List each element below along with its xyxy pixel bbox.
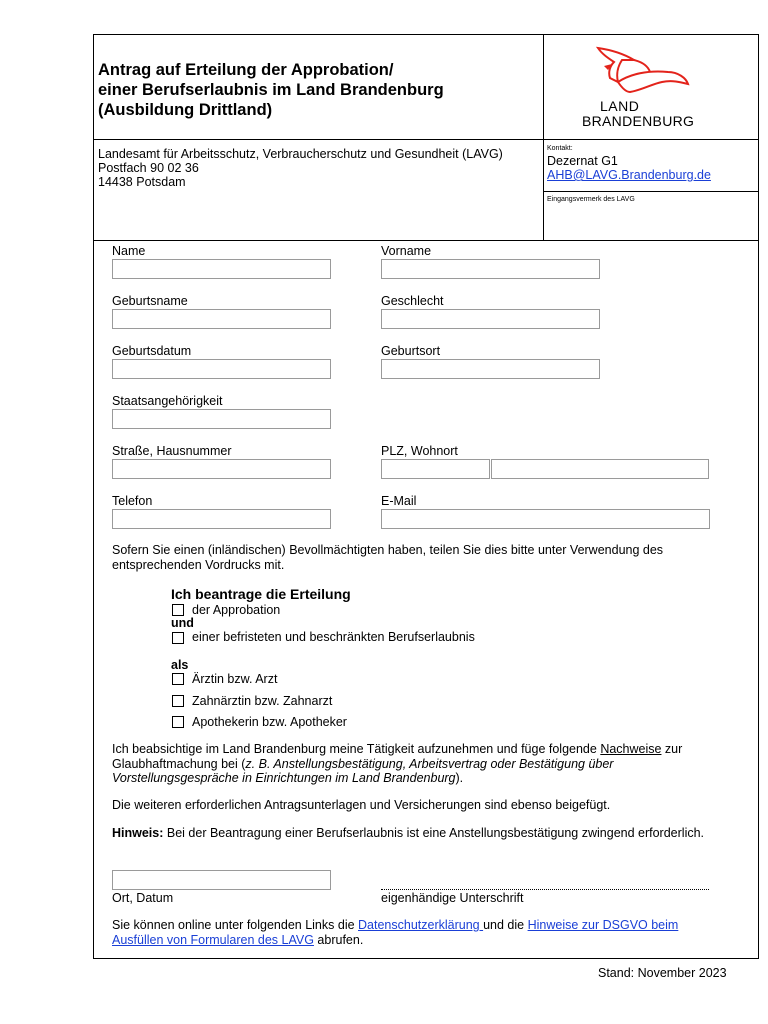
approbation-label: der Approbation xyxy=(192,603,281,617)
approbation-checkbox[interactable] xyxy=(172,604,184,616)
hinweis-text xyxy=(112,826,712,841)
geburtsname-label: Geburtsname xyxy=(112,294,188,308)
contact-department: Dezernat G1 xyxy=(547,154,618,168)
title-line-3: (Ausbildung Drittland) xyxy=(98,101,273,119)
dsgvo-link[interactable]: Hinweise zur DSGVO beim Ausfüllen von Formularen des LAVG xyxy=(112,918,679,947)
header-divider-horizontal xyxy=(93,139,759,140)
staatsangehoerigkeit-label: Staatsangehörigkeit xyxy=(112,394,223,408)
header-bottom-line xyxy=(93,240,759,241)
berufserlaubnis-checkbox[interactable] xyxy=(172,632,184,644)
ort-datum-label: Ort, Datum xyxy=(112,891,174,905)
contact-divider xyxy=(543,191,759,192)
absicht-part-3: ). xyxy=(455,771,464,785)
weitere-text: Die weiteren erforderlichen Antragsunterlagen und Versicherungen sind ebenso beigefügt. xyxy=(112,798,611,812)
land-brandenburg-logo xyxy=(582,44,702,132)
zahnarzt-checkbox[interactable] xyxy=(172,695,184,707)
geburtsname-input[interactable] xyxy=(112,309,331,329)
geschlecht-label: Geschlecht xyxy=(381,294,444,308)
arzt-checkbox[interactable] xyxy=(172,673,184,685)
zahnarzt-label: Zahnärztin bzw. Zahnarzt xyxy=(192,694,333,708)
telefon-input[interactable] xyxy=(112,509,331,529)
geburtsdatum-label: Geburtsdatum xyxy=(112,344,192,358)
contact-email-link[interactable]: AHB@LAVG.Brandenburg.de xyxy=(547,168,711,182)
online-text xyxy=(112,918,712,947)
plz-input[interactable] xyxy=(381,459,490,479)
als-label: als xyxy=(171,658,189,672)
absicht-part-2: zur Glaubhaftmachung bei ( xyxy=(112,742,683,771)
online-part-1: Sie können online unter folgenden Links die xyxy=(112,918,359,932)
stand-date: Stand: November 2023 xyxy=(598,966,727,980)
signature-line xyxy=(381,889,709,890)
telefon-label: Telefon xyxy=(112,494,153,508)
logo-text-brandenburg: BRANDENBURG xyxy=(582,113,695,129)
email-input[interactable] xyxy=(381,509,710,529)
beantrage-heading: Ich beantrage die Erteilung xyxy=(171,586,351,602)
ort-datum-input[interactable] xyxy=(112,870,331,890)
datenschutz-link[interactable]: Datenschutzerklärung xyxy=(358,918,484,932)
address-line-3: 14438 Potsdam xyxy=(98,175,186,189)
unterschrift-label: eigenhändige Unterschrift xyxy=(381,891,524,905)
staatsangehoerigkeit-input[interactable] xyxy=(112,409,331,429)
online-part-2: und die xyxy=(483,918,528,932)
address-line-2: Postfach 90 02 36 xyxy=(98,161,199,175)
hinweis-label: Hinweis: xyxy=(112,826,164,840)
nachweise-text: Nachweise xyxy=(600,742,662,756)
absicht-part-1: Ich beabsichtige im Land Brandenburg meine Tätigkeit aufzunehmen und füge folgende xyxy=(112,742,601,756)
arzt-label: Ärztin bzw. Arzt xyxy=(192,672,278,686)
strasse-label: Straße, Hausnummer xyxy=(112,444,232,458)
bevollmaechtigter-text: Sofern Sie einen (inländischen) Bevollmächtigten haben, teilen Sie dies bitte unter Verwendung des entsprechenden Vordrucks mit. xyxy=(112,543,664,572)
title-line-2: einer Berufserlaubnis im Land Brandenburg xyxy=(98,81,444,99)
address-block xyxy=(98,147,503,189)
absicht-examples: z. B. Anstellungsbestätigung, Arbeitsvertrag oder Bestätigung über Vorstellungsgespräche in Einrichtungen im Land Brandenburg xyxy=(112,756,614,785)
name-label: Name xyxy=(112,244,146,258)
logo-text-land: LAND xyxy=(600,98,640,114)
geburtsort-input[interactable] xyxy=(381,359,600,379)
plz-label: PLZ, Wohnort xyxy=(381,444,458,458)
apotheker-checkbox[interactable] xyxy=(172,716,184,728)
geburtsdatum-input[interactable] xyxy=(112,359,331,379)
header-divider-vertical xyxy=(543,34,544,241)
geburtsort-label: Geburtsort xyxy=(381,344,441,358)
address-line-1: Landesamt für Arbeitsschutz, Verbraucherschutz und Gesundheit (LAVG) xyxy=(98,147,503,161)
contact-label: Kontakt: xyxy=(547,145,573,152)
page-title xyxy=(98,60,444,120)
vorname-input[interactable] xyxy=(381,259,600,279)
absicht-text xyxy=(112,742,712,786)
berufserlaubnis-label: einer befristeten und beschränkten Berufserlaubnis xyxy=(192,630,475,644)
vorname-label: Vorname xyxy=(381,244,432,258)
apotheker-label: Apothekerin bzw. Apotheker xyxy=(192,715,347,729)
receipt-stamp-label: Eingangsvermerk des LAVG xyxy=(547,196,635,203)
email-label: E-Mail xyxy=(381,494,417,508)
geschlecht-input[interactable] xyxy=(381,309,600,329)
wohnort-input[interactable] xyxy=(491,459,709,479)
hinweis-body: Bei der Beantragung einer Berufserlaubnis ist eine Anstellungsbestätigung zwingend erforderlich. xyxy=(163,826,705,840)
title-line-1: Antrag auf Erteilung der Approbation/ xyxy=(98,61,394,79)
name-input[interactable] xyxy=(112,259,331,279)
online-part-3: abrufen. xyxy=(313,932,364,947)
und-label: und xyxy=(171,616,194,630)
eagle-icon xyxy=(582,44,702,98)
strasse-input[interactable] xyxy=(112,459,331,479)
